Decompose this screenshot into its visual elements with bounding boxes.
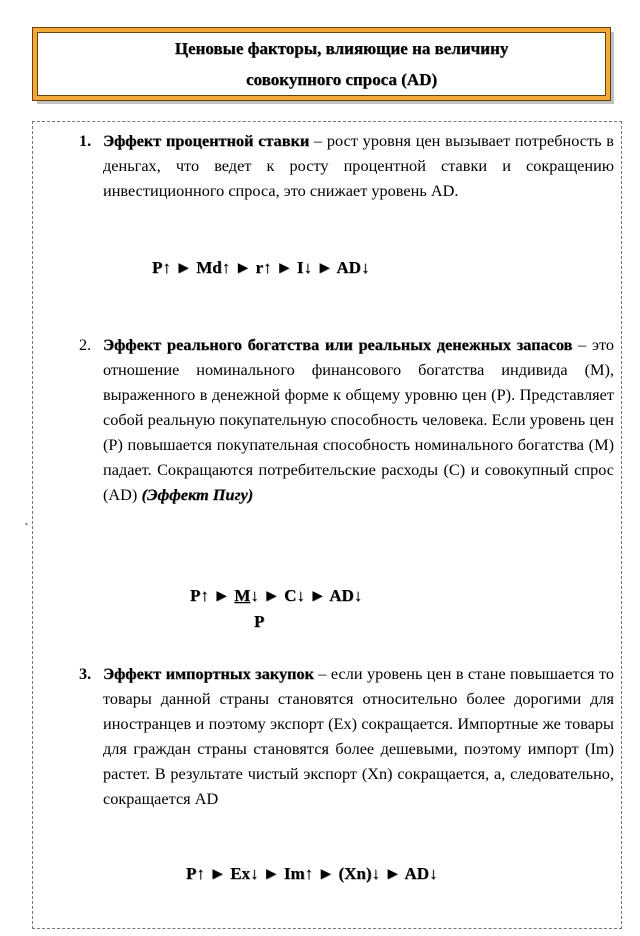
item-text: – если уровень цен в стане повышается то товары данной страны становятся относительно более дорогими для иностранцев и поэтому экспорт (Ex) сокращается. Импортные же товары для граждан страны становятся более дешевыми, поэтому импорт (Im) растет. В результате чистый экспорт (Xn) сокращается, а, следовательно, сокращается AD (103, 664, 614, 808)
list-item-interest-rate-effect (79, 128, 614, 203)
item-number: 2. (79, 335, 92, 354)
list-item-import-effect (79, 661, 614, 811)
item-tail: (Эффект Пигу) (141, 485, 254, 504)
title-line-2: совокупного спроса (AD) (245, 70, 438, 89)
list-item-wealth-effect (79, 332, 614, 507)
title-line-1: Ценовые факторы, влияющие на величину (174, 39, 509, 58)
item-number: 1. (79, 131, 92, 150)
item-number: 3. (79, 664, 92, 683)
formula-numerator: M (234, 586, 251, 605)
side-marker: ˛ (25, 514, 29, 526)
formula-denominator: P (254, 612, 265, 631)
title-box (33, 28, 610, 100)
formula-wealth (190, 586, 362, 606)
formula-end: ↓ ► C↓ ► AD↓ (250, 586, 363, 605)
item-lead: Эффект импортных закупок (103, 664, 314, 683)
item-lead: Эффект реального богатства или реальных денежных запасов (103, 335, 573, 354)
item-text: – это отношение номинального финансового богатства индивида (М), выраженного в денежной форме к общему уровню цен (Р). Представляет собой реальную покупательную способность человека. Если уровень цен (Р) повышается покупательная способность номинального богатства (М) падает. Сокращаются потребительские расходы (С) и совокупный спрос (AD) (103, 335, 614, 504)
item-lead: Эффект процентной ставки (103, 131, 310, 150)
formula-interest-rate: P↑ ► Md↑ ► r↑ ► I↓ ► AD↓ (152, 258, 370, 277)
formula-import: P↑ ► Ex↓ ► Im↑ ► (Xn)↓ ► AD↓ (186, 864, 438, 883)
formula-start: P↑ ► (190, 586, 235, 605)
item-text: – рост уровня цен вызывает потребность в деньгах, что ведет к росту процентной ставки и сокращению инвестиционного спроса, это снижает уровень AD. (103, 131, 614, 200)
